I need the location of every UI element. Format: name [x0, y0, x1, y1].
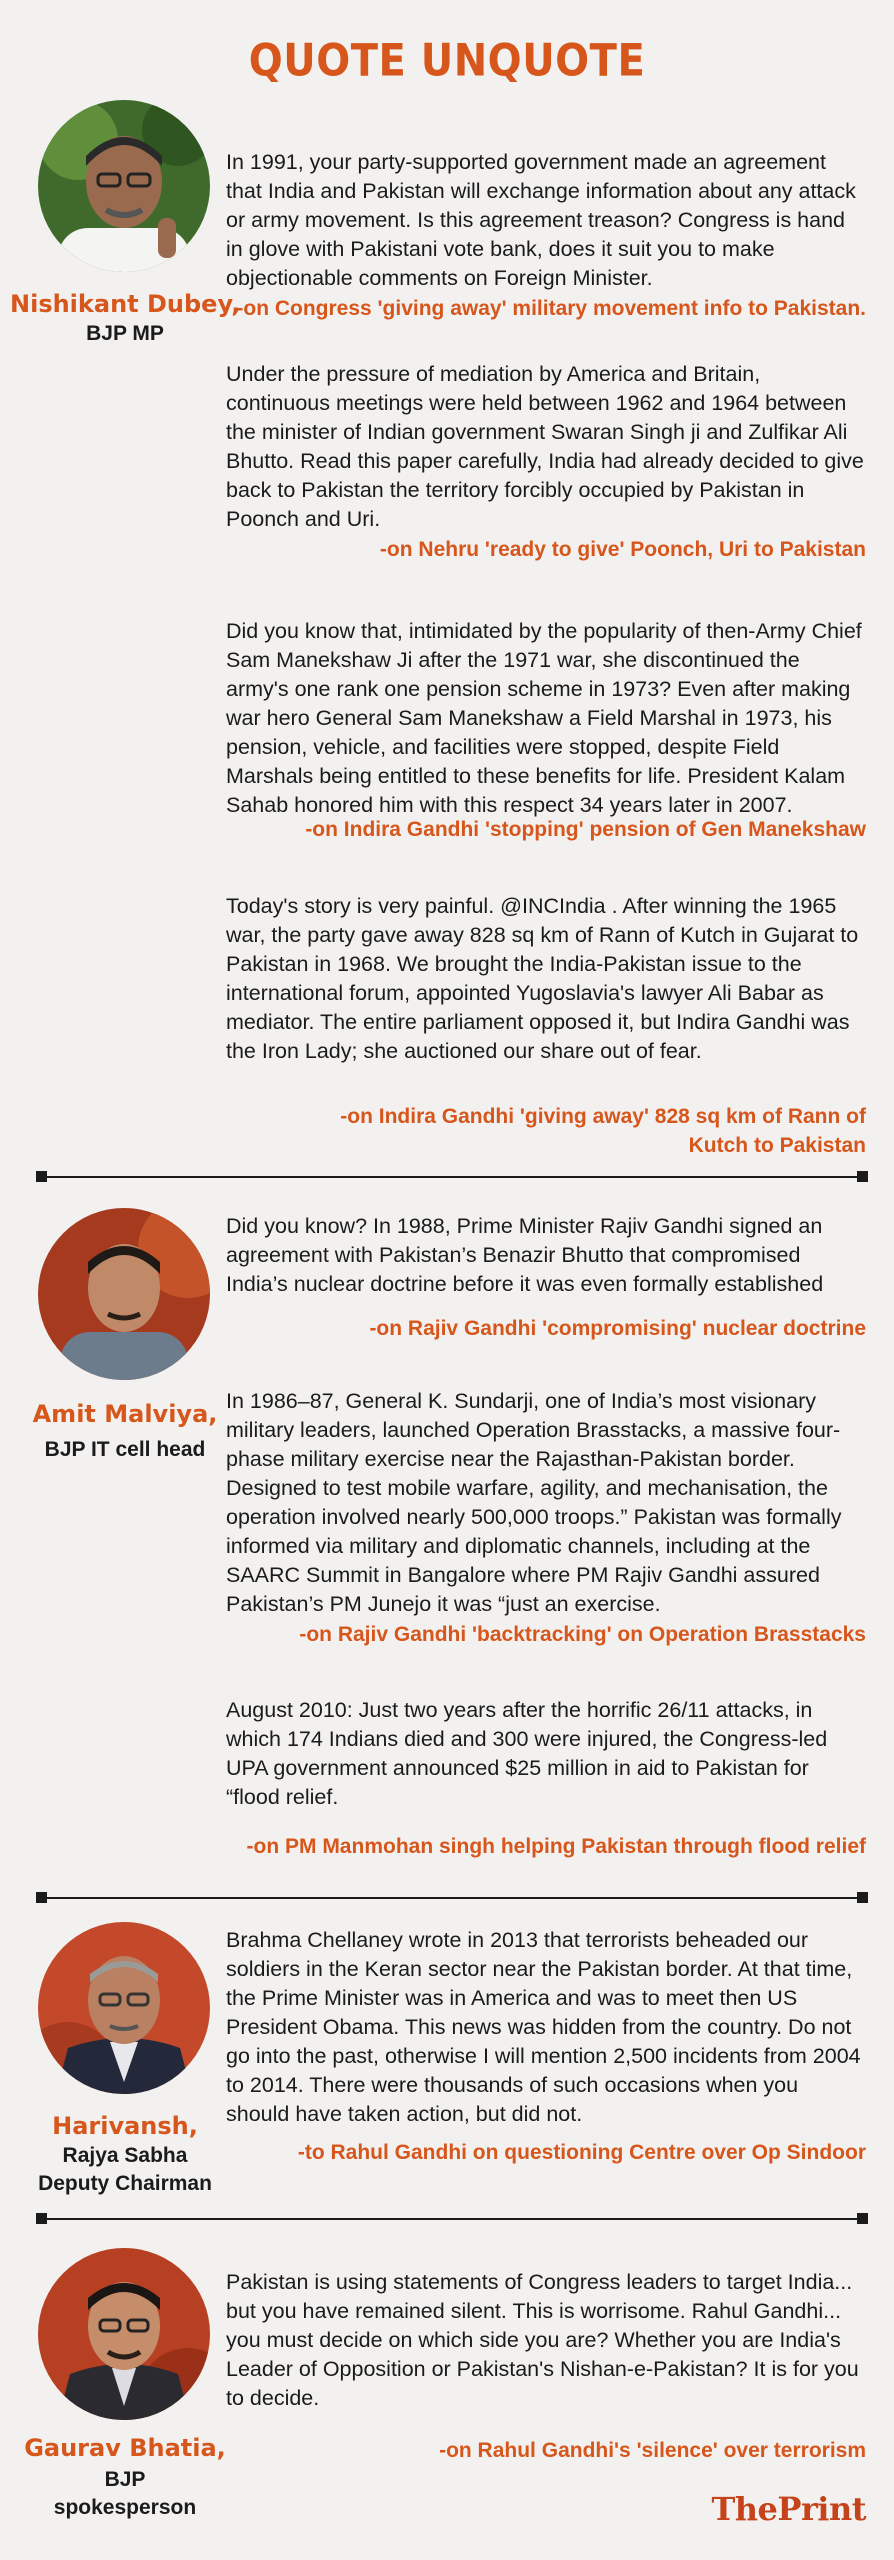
- quote-text: Did you know? In 1988, Prime Minister Rajiv Gandhi signed an agreement with Pakistan’s Benazir Bhutto that compromised India’s nuclear doctrine before it was even formally established: [226, 1214, 824, 1296]
- person-name: Nishikant Dubey,: [10, 290, 241, 318]
- quote-attribution: -on Indira Gandhi 'giving away' 828 sq km of Rann of Kutch to Pakistan: [340, 1105, 866, 1157]
- quote-attribution: -on PM Manmohan singh helping Pakistan through flood relief: [246, 1835, 866, 1858]
- quote-text: Brahma Chellaney wrote in 2013 that terrorists beheaded our soldiers in the Keran sector near the Pakistan border. At that time, the Prime Minister was in America and was to meet then US President Obama. This news was hidden from the country. Do not go into the past, otherwise I will mention 2,500 incidents from 2004 to 2014. There were thousands of such occasions when you should have taken action, but did not.: [226, 1928, 861, 2126]
- quote-text: Pakistan is using statements of Congress leaders to target India... but you have remained silent. This is worrisome. Rahul Gandhi... you must decide on which side you are? Whether you are India's Leader of Opposition or Pakistan's Nishan-e-Pakistan? It is for you to decide.: [226, 2270, 859, 2410]
- section-divider: [38, 1176, 866, 1178]
- section-divider: [38, 2218, 866, 2220]
- quote-attribution: -to Rahul Gandhi on questioning Centre over Op Sindoor: [297, 2141, 866, 2164]
- person-role: spokesperson: [53, 2496, 197, 2519]
- quote-text: Did you know that, intimidated by the popularity of then-Army Chief Sam Manekshaw Ji after the 1971 war, she discontinued the army's one rank one pension scheme in 1973? Even after making war hero General Sam Manekshaw a Field Marshal in 1973, his pension, vehicle, and facilities were stopped, despite Field Marshals being entitled to these benefits for life. President Kalam Sahab honored him with this respect 34 years later in 2007.: [226, 619, 862, 817]
- quote-attribution: -on Nehru 'ready to give' Poonch, Uri to Pakistan: [379, 538, 866, 561]
- person-role: Deputy Chairman: [38, 2172, 212, 2195]
- avatar-nishikant-dubey: [38, 100, 210, 272]
- person-name: Amit Malviya,: [32, 1400, 218, 1428]
- quote-text: Under the pressure of mediation by America and Britain, continuous meetings were held between 1962 and 1964 between the minister of Indian government Swaran Singh ji and Zulfikar Ali Bhutto. Read this paper carefully, India had already decided to give back to Pakistan the territory forcibly occupied by Pakistan in Poonch and Uri.: [226, 362, 864, 531]
- theprint-logo: [711, 2490, 866, 2528]
- logo-print: Print: [777, 2490, 866, 2528]
- logo-the: The: [711, 2490, 778, 2528]
- quote-text: In 1991, your party-supported government made an agreement that India and Pakistan will exchange information about any attack or army movement. Is this agreement treason? Congress is hand in glove with Pakistani vote bank, does it suit you to make objectionable comments on Foreign Minister.: [226, 150, 856, 290]
- quote-attribution: -on Rahul Gandhi's 'silence' over terrorism: [439, 2439, 866, 2462]
- quote-text: August 2010: Just two years after the horrific 26/11 attacks, in which 174 Indians died and 300 were injured, the Congress-led UPA government announced $25 million in aid to Pakistan for “flood relief.: [226, 1698, 828, 1809]
- person-name: Gaurav Bhatia,: [24, 2434, 226, 2462]
- page-title: QUOTE UNQUOTE: [248, 35, 646, 87]
- quote-text: In 1986–87, General K. Sundarji, one of India’s most visionary military leaders, launched Operation Brasstacks, a massive four-phase military exercise near the Rajasthan-Pakistan border. Designed to test mobile warfare, agility, and mechanisation, the operation involved nearly 500,000 troops.” Pakistan was formally informed via military and diplomatic channels, including at the SAARC Summit in Bangalore where PM Rajiv Gandhi assured Pakistan’s PM Junejo it was “just an exercise.: [226, 1389, 842, 1616]
- person-role: BJP IT cell head: [44, 1438, 206, 1461]
- quote-attribution: -on Rajiv Gandhi 'backtracking' on Operation Brasstacks: [299, 1623, 866, 1646]
- person-name: Harivansh,: [52, 2112, 198, 2140]
- quote-text: Today's story is very painful. @INCIndia . After winning the 1965 war, the party gave away 828 sq km of Rann of Kutch in Gujarat to Pakistan in 1968. We brought the India-Pakistan issue to the international forum, appointed Yugoslavia's lawyer Ali Babar as mediator. The entire parliament opposed it, but Indira Gandhi was the Iron Lady; she auctioned our share out of fear.: [226, 894, 859, 1063]
- quote-attribution: -on Indira Gandhi 'stopping' pension of Gen Manekshaw: [305, 818, 866, 841]
- avatar-amit-malviya: [38, 1208, 210, 1380]
- person-role: BJP: [104, 2468, 146, 2491]
- person-role: BJP MP: [86, 322, 164, 345]
- person-role: Rajya Sabha: [62, 2144, 188, 2167]
- quote-attribution: -on Rajiv Gandhi 'compromising' nuclear doctrine: [369, 1317, 866, 1340]
- section-divider: [38, 1897, 866, 1899]
- avatar-harivansh: [38, 1922, 210, 2094]
- avatar-gaurav-bhatia: [38, 2248, 210, 2420]
- quote-attribution: -on Congress 'giving away' military movement info to Pakistan.: [236, 297, 866, 320]
